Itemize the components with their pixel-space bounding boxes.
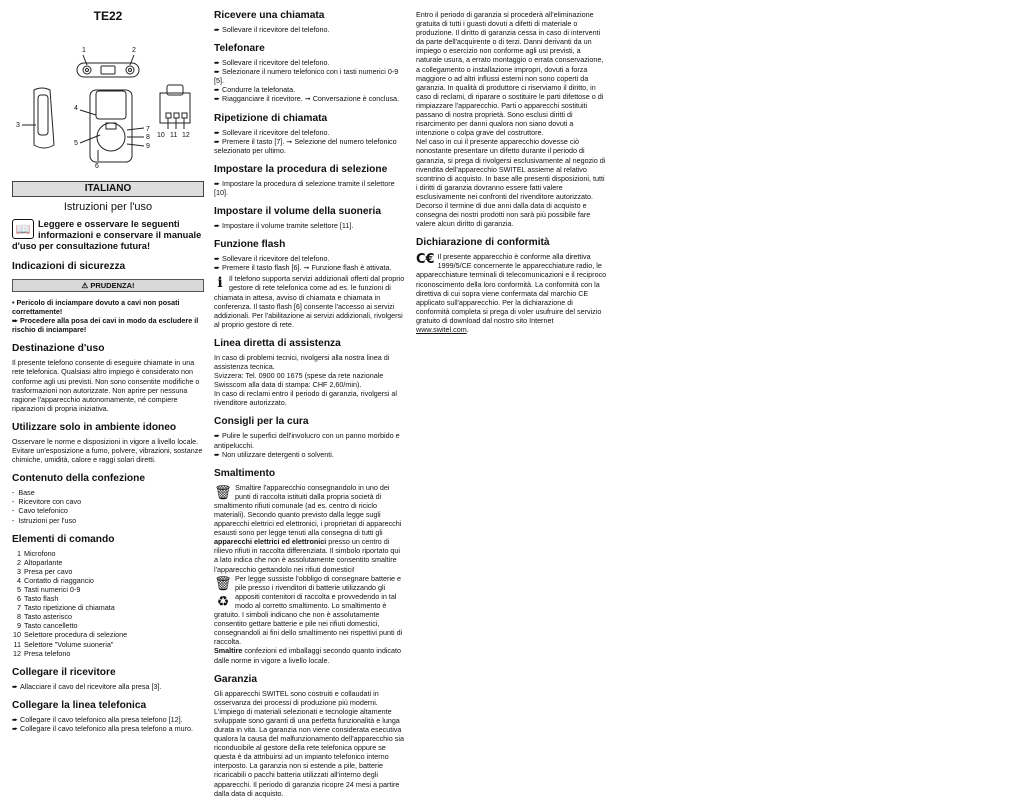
controls-list bbox=[12, 549, 204, 658]
warranty-text-2: Entro il periodo di garanzia si procederà all'eliminazione gratuita di tutti i guasti dovuti a difetti di materiale o produzione. Il diritto di garanzia cessa in caso di interventi da parte dell'acquirente o di terzi. Danni derivanti da un impiego o esercizio non conforme agli usi previsti, a naturale usura, a errato montaggio o errata conservazione, a collegamento o installazione impropri, dovuti a forza maggiore o ad altri influssi esterni non sono coperti da garanzia. In qualità di produttore ci riserviamo il diritto, in caso di reclami, di riparare o sostituire le parti difettose o di rimpiazzare l'apparecchio. Parti o apparecchi sostituiti passano di nostra proprietà. Sono esclusi diritti di risarcimento per danni qualora non siano dovuti a intenzione o colpa grave del costruttore. bbox=[416, 10, 604, 138]
list-item: ➨ Condurre la telefonata. bbox=[214, 85, 406, 94]
indoor-text: Osservare le norme e disposizioni in vigore a livello locale. Evitare un'esposizione a fumo, polvere, vibrazioni, sostanze chimiche, umidità, calore e raggi solari diretti. bbox=[12, 436, 203, 465]
list-item: - Istruzioni per l'uso bbox=[12, 516, 204, 525]
list-item: ➨ Impostare il volume tramite selettore [11]. bbox=[214, 221, 406, 230]
phone-figure bbox=[12, 25, 204, 171]
readme-text: Leggere e osservare le seguenti informazioni e conservare il manuale d'uso per consultazione futura! bbox=[12, 219, 202, 251]
battery-recycle-icon: 🗑 ♻ bbox=[214, 574, 232, 609]
indoor-title: Utilizzare solo in ambiente idoneo bbox=[12, 421, 177, 433]
column-2 bbox=[214, 8, 406, 798]
control-item: 11 Selettore "Volume suoneria" bbox=[13, 639, 114, 649]
control-item: 2 Altoparlante bbox=[17, 557, 63, 567]
info-icon: i bbox=[217, 275, 223, 292]
svg-text:3: 3 bbox=[16, 122, 20, 129]
disposal-title: Smaltimento bbox=[214, 467, 276, 479]
control-item: 1 Microfono bbox=[17, 548, 56, 558]
controls-title: Elementi di comando bbox=[12, 533, 115, 545]
control-item: 3 Presa per cavo bbox=[17, 566, 73, 576]
svg-text:10: 10 bbox=[157, 132, 165, 139]
ce-mark-icon: C€ bbox=[416, 252, 435, 268]
list-item: ➨ Collegare il cavo telefonico alla presa telefono [12]. bbox=[12, 715, 204, 724]
flash-note: i Il telefono supporta servizi addizionali offerti dal proprio gestore di rete telefonica come ad es. le funzioni di chiamata in attesa, avviso di chiamata e chiamata in conferenza. Il tasto flash [6] consente l'accesso ai servizi addizionali. Per l'abilitazione ai servizi addizionali, rivolgersi al proprio gestore di rete. bbox=[214, 274, 405, 329]
conformity-title: Dichiarazione di conformità bbox=[416, 237, 550, 249]
receive-title: Ricevere una chiamata bbox=[214, 10, 325, 21]
svg-text:4: 4 bbox=[74, 105, 78, 112]
control-item: 10 Selettore procedura di selezione bbox=[13, 630, 128, 640]
flash-title: Funzione flash bbox=[214, 239, 286, 251]
svg-text:11: 11 bbox=[170, 132, 178, 139]
list-item: ➨ Riagganciare il ricevitore. ➞ Conversazione è conclusa. bbox=[214, 94, 406, 103]
disposal-text-3: Smaltire confezioni ed imballaggi secondo quanto indicato dalle norme in vigore a livello locale. bbox=[214, 646, 402, 665]
care-list bbox=[214, 431, 406, 458]
book-icon: 📖 bbox=[12, 219, 34, 239]
hotline-title: Linea diretta di assistenza bbox=[214, 337, 341, 349]
list-item: - Cavo telefonico bbox=[12, 506, 204, 515]
control-item: 12 Presa telefono bbox=[13, 648, 71, 658]
control-item: 5 Tasti numerici 0-9 bbox=[17, 584, 81, 594]
svg-text:6: 6 bbox=[95, 163, 99, 170]
crossed-bin-icon: 🗑 bbox=[214, 483, 232, 500]
svg-text:1: 1 bbox=[82, 47, 86, 54]
redial-title: Ripetizione di chiamata bbox=[214, 112, 328, 124]
hotline-text-3: In caso di reclami entro il periodo di garanzia, rivolgersi al rivenditore autorizzato. bbox=[214, 389, 397, 408]
warranty-title: Garanzia bbox=[214, 673, 258, 685]
column-3 bbox=[416, 8, 608, 334]
warning-label: PRUDENZA! bbox=[90, 281, 135, 290]
subtitle: Istruzioni per l'uso bbox=[63, 201, 153, 213]
control-item: 8 Tasto asterisco bbox=[17, 612, 72, 622]
model-title: TE22 bbox=[93, 9, 123, 23]
contents-title: Contenuto della confezione bbox=[12, 473, 146, 485]
list-item: ➨ Collegare il cavo telefonico alla presa telefono a muro. bbox=[12, 724, 204, 733]
readme-notice bbox=[12, 219, 204, 252]
contents-list bbox=[12, 488, 204, 524]
destination-text: Il presente telefono consente di eseguire chiamate in una rete telefonica. Qualsiasi altro impiego è considerato non conforme agli usi previsti. Non sono consentite modifiche o trasformazioni non autorizzate. Non aprire per nessuna ragione l'apparecchio autonomamente, né compiere riparazioni di propria iniziativa. bbox=[12, 358, 200, 413]
hotline-text-2: Svizzera: Tel. 0900 00 1675 (spese da rete nazionale Swisscom alla data di stampa: CHF 2,60/min). bbox=[214, 371, 384, 390]
disposal-text-1: 🗑 Smaltire l'apparecchio consegnandolo in uno dei punti di raccolta istituiti dalla propria società di smaltimento rifiuti comunale (ad es. centro di riciclo materiali). Secondo quanto previsto dalla legge sugli apparecchi elettrici ed elettronici, i proprietari di apparecchi esausti sono per legge tenuti alla consegna di tutti gli apparecchi elettrici ed elettronici presso un centro di rilievo rifiuti in raccolta differenziata. Il simbolo riportato qui a lato indica che non è assolutamente consentito smaltire l'apparecchio gettandolo nei rifiuti domestici! bbox=[214, 482, 402, 574]
safety-title: Indicazioni di sicurezza bbox=[12, 261, 126, 272]
connect-handset-list bbox=[12, 682, 204, 691]
list-item: ➨ Impostare la procedura di selezione tramite il selettore [10]. bbox=[214, 179, 406, 197]
dialmode-list bbox=[214, 179, 406, 197]
phone-illustration bbox=[12, 25, 204, 171]
list-item: ➨ Sollevare il ricevitore del telefono. bbox=[214, 254, 406, 263]
connect-line-title: Collegare la linea telefonica bbox=[12, 699, 147, 711]
control-item: 6 Tasto flash bbox=[17, 594, 59, 604]
call-title: Telefonare bbox=[214, 43, 265, 55]
list-item: - Ricevitore con cavo bbox=[12, 497, 204, 506]
connect-handset-title: Collegare il ricevitore bbox=[12, 666, 116, 678]
list-item: ➨ Premere il tasto [7]. ➞ Selezione del numero telefonico selezionato per ultimo. bbox=[214, 137, 406, 155]
safety-list bbox=[12, 298, 204, 334]
column-1 bbox=[12, 8, 204, 733]
warning-bar bbox=[12, 279, 204, 292]
svg-text:7: 7 bbox=[146, 126, 150, 133]
flash-list bbox=[214, 254, 406, 272]
list-item: ➨ Sollevare il ricevitore del telefono. bbox=[214, 128, 406, 137]
list-item: - Base bbox=[12, 488, 204, 497]
control-item: 7 Tasto ripetizione di chiamata bbox=[17, 603, 115, 613]
list-item: ➨ Sollevare il ricevitore del telefono. bbox=[214, 25, 406, 34]
list-item: ➨ Pulire le superfici dell'involucro con un panno morbido e antipelucchi. bbox=[214, 431, 406, 449]
list-item: ➨ Non utilizzare detergenti o solventi. bbox=[214, 450, 406, 459]
conformity-text: C€ Il presente apparecchio è conforme alla direttiva 1999/5/CE concernente le apparecchiature radio, le apparecchiature terminali di telecomunicazioni e il reciproco riconoscimento della loro conformità. La conformità con la direttiva di cui sopra viene confermata dal marchio CE applicato sull'apparecchio. Per la dichiarazione di conformità completa si prega di voler usufruire del servizio gratuito di download dal nostro sito Internet www.switel.com. bbox=[416, 252, 607, 334]
svg-text:5: 5 bbox=[74, 140, 78, 147]
warranty-text-3: Nel caso in cui il presente apparecchio dovesse ciò nonostante presentare un difetto durante il periodo di garanzia, si prega di rivolgersi esclusivamente al negozio di rivendita dell'apparecchio SWITEL assieme al relativo scontrino di acquisto. In base alle presenti disposizioni, tutti i diritti di garanzia dovranno essere fatti valere esclusivamente nei confronti del rivenditore autorizzato. Decorso il termine di due anni dalla data di acquisto e consegna dei nostri prodotti non sarà più possibile fare valere alcun diritto di garanzia. bbox=[416, 137, 606, 229]
receive-list bbox=[214, 25, 406, 34]
switel-link[interactable]: www.switel.com bbox=[416, 325, 467, 334]
care-title: Consigli per la cura bbox=[214, 416, 309, 428]
disposal-text-2: 🗑 ♻ Per legge sussiste l'obbligo di consegnare batterie e pile presso i rivenditori di batterie utilizzando gli appositi contenitori di raccolta e provvedendo in tal modo al corretto smaltimento. Lo smaltimento è gratuito. I simboli indicano che non è assolutamente consentito gettare batterie e pile nei rifiuti domestici, consegnandoli ai fini dello smaltimento nei rispettivi punti di raccolta. bbox=[214, 573, 403, 647]
language-bar: ITALIANO bbox=[12, 181, 204, 197]
list-item: ➨ Allacciare il cavo del ricevitore alla presa [3]. bbox=[12, 682, 204, 691]
control-item: 4 Contatto di riaggancio bbox=[17, 575, 94, 585]
svg-text:2: 2 bbox=[132, 47, 136, 54]
svg-text:8: 8 bbox=[146, 134, 150, 141]
dialmode-title: Impostare la procedura di selezione bbox=[214, 163, 388, 175]
hotline-text-1: In caso di problemi tecnici, rivolgersi alla nostra linea di assistenza tecnica. bbox=[214, 352, 390, 371]
control-item: 9 Tasto cancelletto bbox=[17, 621, 78, 631]
list-item: ➨ Sollevare il ricevitore del telefono. bbox=[214, 58, 406, 67]
warranty-text-1: Gli apparecchi SWITEL sono costruiti e collaudati in osservanza dei processi di produzione più moderni. L'impiego di materiali selezionati e tecnologie altamente sviluppate sono garanti di una perfetta funzionalità e lunga durata in vita. La garanzia non viene considerata esecutiva qualora la causa del malfunzionamento dell'apparecchio sia riconducibile al gestore della rete telefonica oppure se questa è da attribuirsi ad un impianto telefonico interno interposto. La garanzia non si estende a pile, batterie ricaricabili o pacchi batteria utilizzati all'interno degli apparecchi. Il periodo di garanzia ricopre 24 mesi a partire dalla data di acquisto. bbox=[214, 688, 404, 798]
destination-title: Destinazione d'uso bbox=[12, 343, 105, 355]
svg-text:9: 9 bbox=[146, 143, 150, 150]
volume-list bbox=[214, 221, 406, 230]
safety-item: ➨ Procedere alla posa dei cavi in modo da escludere il rischio di inciampare! bbox=[12, 316, 199, 335]
call-list bbox=[214, 58, 406, 103]
safety-item: • Pericolo di inciampare dovuto a cavi non posati correttamente! bbox=[12, 298, 180, 317]
volume-title: Impostare il volume della suoneria bbox=[214, 206, 382, 218]
list-item: ➨ Selezionare il numero telefonico con i tasti numerici 0-9 [5]. bbox=[214, 67, 406, 85]
redial-list bbox=[214, 128, 406, 155]
list-item: ➨ Premere il tasto flash [6]. ➞ Funzione flash è attivata. bbox=[214, 263, 406, 272]
svg-text:12: 12 bbox=[182, 132, 190, 139]
warning-icon: ⚠ bbox=[81, 281, 89, 290]
